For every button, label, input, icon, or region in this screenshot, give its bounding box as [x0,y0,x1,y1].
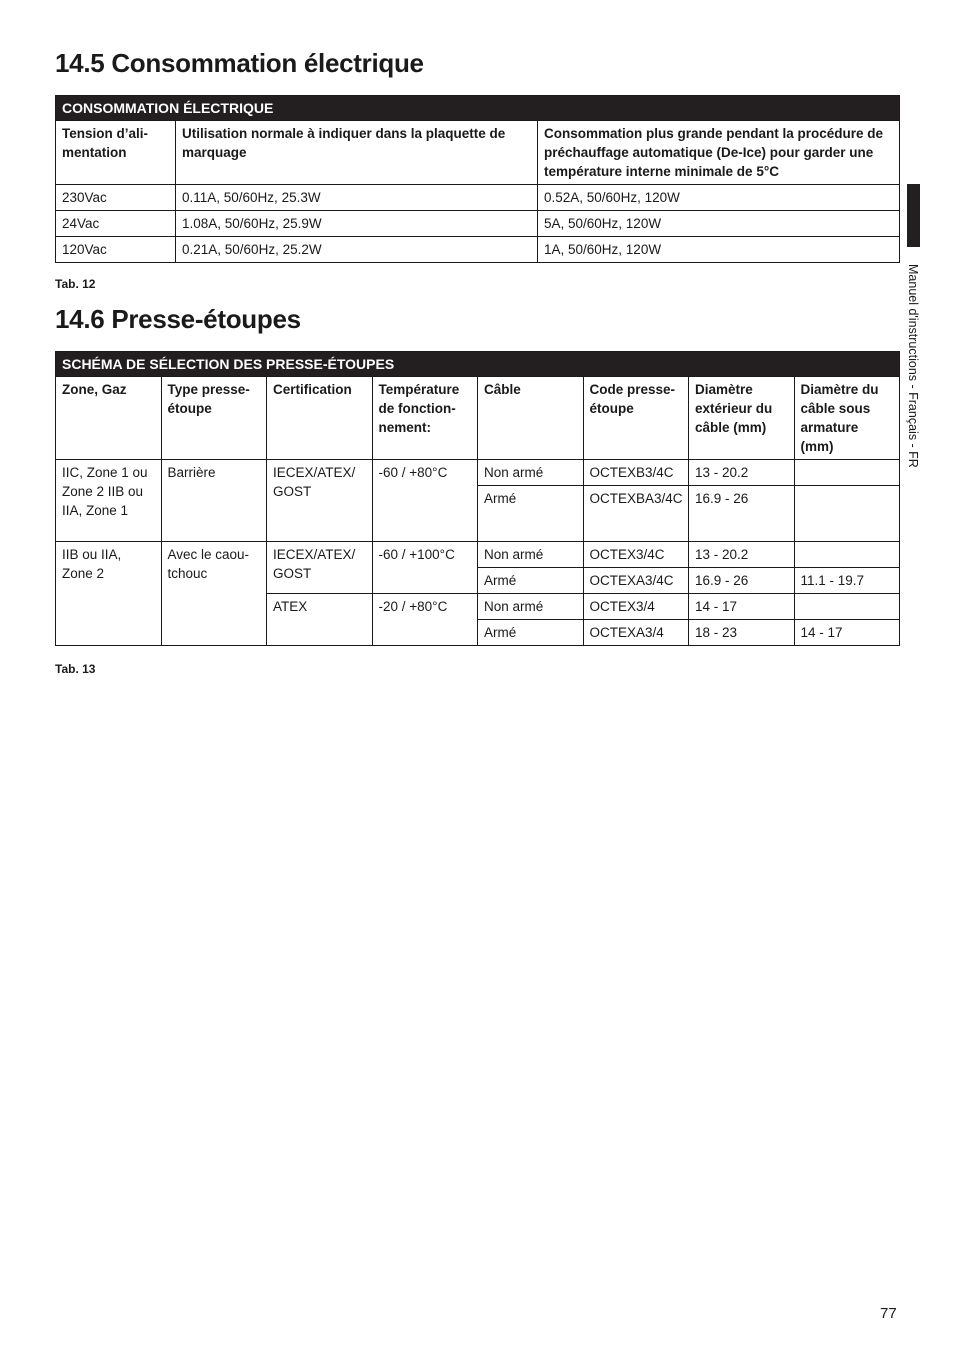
table-title: SCHÉMA DE SÉLECTION DES PRESSE-ÉTOUPES [56,352,900,377]
table-cell [794,486,900,542]
table-caption: Tab. 12 [55,277,96,291]
table-title: CONSOMMATION ÉLECTRIQUE [56,96,900,121]
table-header-row [56,121,900,185]
table-title-row [56,352,900,377]
cert-cell: IECEX/ATEX/ GOST [267,542,373,594]
temp-cell: -20 / +80°C [372,594,478,646]
col-header: Tension d’ali-mentation [56,121,176,185]
col-header: Diamètre du câble sous armature (mm) [794,377,900,460]
table-cell: 0.52A, 50/60Hz, 120W [538,185,900,211]
table-row [56,185,900,211]
table-cell: 24Vac [56,211,176,237]
table-row [56,237,900,263]
col-header: Type presse-étoupe [161,377,267,460]
table-cell: OCTEXB3/4C [583,460,689,486]
table-cell: Non armé [478,542,584,568]
page-number: 77 [880,1305,897,1322]
col-header: Zone, Gaz [56,377,162,460]
table-cell: 14 - 17 [794,620,900,646]
table-cell: 11.1 - 19.7 [794,568,900,594]
table-cell: Armé [478,486,584,542]
col-header: Consommation plus grande pendant la procédure de préchauffage automatique (De-Ice) pour garder une température interne minimale de 5°C [538,121,900,185]
cert-cell: IECEX/ATEX/ GOST [267,460,373,542]
table-caption: Tab. 13 [55,662,96,676]
col-header: Diamètre extérieur du câble (mm) [689,377,795,460]
table-cell [794,460,900,486]
table-cell: OCTEX3/4C [583,542,689,568]
col-header: Utilisation normale à indiquer dans la plaquette de marquage [176,121,538,185]
table-row [56,542,900,568]
chapter-tab-marker [907,184,920,247]
col-header: Code presse-étoupe [583,377,689,460]
table-cell [794,542,900,568]
cert-cell: ATEX [267,594,373,646]
table-cell: 13 - 20.2 [689,542,795,568]
table-cell: 1A, 50/60Hz, 120W [538,237,900,263]
table-header-row [56,377,900,460]
table-cell: OCTEXA3/4C [583,568,689,594]
table-cell: 14 - 17 [689,594,795,620]
table-cell: 16.9 - 26 [689,486,795,542]
table-cell: 1.08A, 50/60Hz, 25.9W [176,211,538,237]
table-cell: Armé [478,568,584,594]
table-cell: 0.11A, 50/60Hz, 25.3W [176,185,538,211]
type-cell: Barrière [161,460,267,542]
section-heading-cable-glands: 14.6 Presse-étoupes [55,304,301,334]
table-cell: Non armé [478,460,584,486]
col-header: Température de fonction-nement: [372,377,478,460]
table-cell: Armé [478,620,584,646]
table-cell: 0.21A, 50/60Hz, 25.2W [176,237,538,263]
temp-cell: -60 / +100°C [372,542,478,594]
table-title-row [56,96,900,121]
table-cell: OCTEX3/4 [583,594,689,620]
table-cell: 120Vac [56,237,176,263]
sidebar-manual-label: Manuel d'instructions - Français - FR [906,264,920,468]
table-cell: 18 - 23 [689,620,795,646]
table-cell: OCTEXA3/4 [583,620,689,646]
table-cell: 230Vac [56,185,176,211]
table-cell: 5A, 50/60Hz, 120W [538,211,900,237]
power-consumption-table [55,95,900,263]
zone-cell: IIB ou IIA, Zone 2 [56,542,162,646]
table-cell: 13 - 20.2 [689,460,795,486]
col-header: Câble [478,377,584,460]
type-cell: Avec le caou-tchouc [161,542,267,646]
table-cell: OCTEXBA3/4C [583,486,689,542]
zone-cell: IIC, Zone 1 ou Zone 2 IIB ou IIA, Zone 1 [56,460,162,542]
cable-gland-table [55,351,900,646]
table-row [56,211,900,237]
table-cell [794,594,900,620]
table-cell: 16.9 - 26 [689,568,795,594]
col-header: Certification [267,377,373,460]
table-row [56,460,900,486]
temp-cell: -60 / +80°C [372,460,478,542]
section-heading-power: 14.5 Consommation électrique [55,48,424,78]
table-cell: Non armé [478,594,584,620]
